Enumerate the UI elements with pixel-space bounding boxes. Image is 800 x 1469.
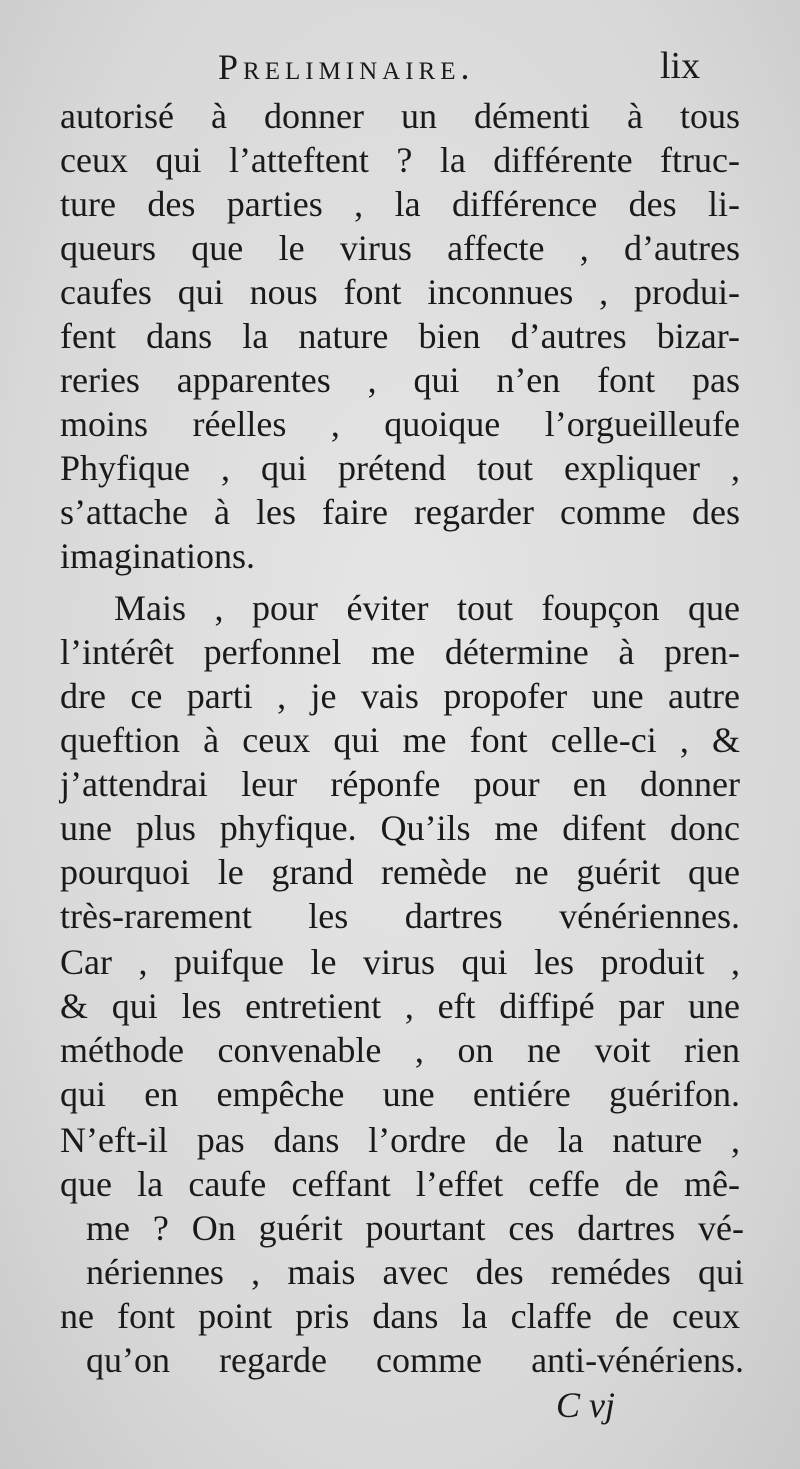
text-line: queftion à ceux qui me font celle-ci , & bbox=[60, 720, 740, 760]
text-line: pourquoi le grand remède ne guérit que bbox=[60, 852, 740, 892]
text-line: qui en empêche une entiére guérifon. bbox=[60, 1074, 740, 1114]
running-title: Preliminaire. bbox=[218, 47, 475, 87]
text-line: l’intérêt perfonnel me détermine à pren- bbox=[60, 632, 740, 672]
text-line: reries apparentes , qui n’en font pas bbox=[60, 360, 740, 400]
catchword-signature: C vj bbox=[556, 1385, 615, 1425]
text-line: très-rarement les dartres vénériennes. bbox=[60, 896, 740, 936]
text-line: nériennes , mais avec des remédes qui bbox=[86, 1252, 744, 1292]
text-line: me ? On guérit pourtant ces dartres vé- bbox=[86, 1208, 744, 1248]
text-line: & qui les entretient , eft diffipé par une bbox=[60, 986, 740, 1026]
text-line: ceux qui l’atteftent ? la différente ftruc- bbox=[60, 140, 740, 180]
text-line: Car , puifque le virus qui les produit , bbox=[60, 942, 740, 982]
text-line: méthode convenable , on ne voit rien bbox=[60, 1030, 740, 1070]
page-header bbox=[0, 46, 800, 96]
text-line: j’attendrai leur réponfe pour en donner bbox=[60, 764, 740, 804]
text-line: Mais , pour éviter tout foupçon que bbox=[114, 588, 740, 628]
text-line: Phyfique , qui prétend tout expliquer , bbox=[60, 448, 740, 488]
text-line: queurs que le virus affecte , d’autres bbox=[60, 228, 740, 268]
text-line: s’attache à les faire regarder comme des bbox=[60, 492, 740, 532]
text-line: caufes qui nous font inconnues , produi- bbox=[60, 272, 740, 312]
text-line: que la caufe ceffant l’effet ceffe de mê- bbox=[60, 1164, 740, 1204]
text-line: une plus phyfique. Qu’ils me difent donc bbox=[60, 808, 740, 848]
text-line: N’eft-il pas dans l’ordre de la nature , bbox=[60, 1120, 740, 1160]
text-line: moins réelles , quoique l’orgueilleufe bbox=[60, 404, 740, 444]
page-number: lix bbox=[660, 45, 701, 87]
text-line: dre ce parti , je vais propofer une autre bbox=[60, 676, 740, 716]
text-line: fent dans la nature bien d’autres bizar- bbox=[60, 316, 740, 356]
text-line: ture des parties , la différence des li- bbox=[60, 184, 740, 224]
text-line: ne font point pris dans la claffe de ceux bbox=[60, 1296, 740, 1336]
text-line: imaginations. bbox=[60, 536, 255, 576]
text-line: autorisé à donner un démenti à tous bbox=[60, 96, 740, 136]
text-line: qu’on regarde comme anti-vénériens. bbox=[86, 1340, 744, 1380]
